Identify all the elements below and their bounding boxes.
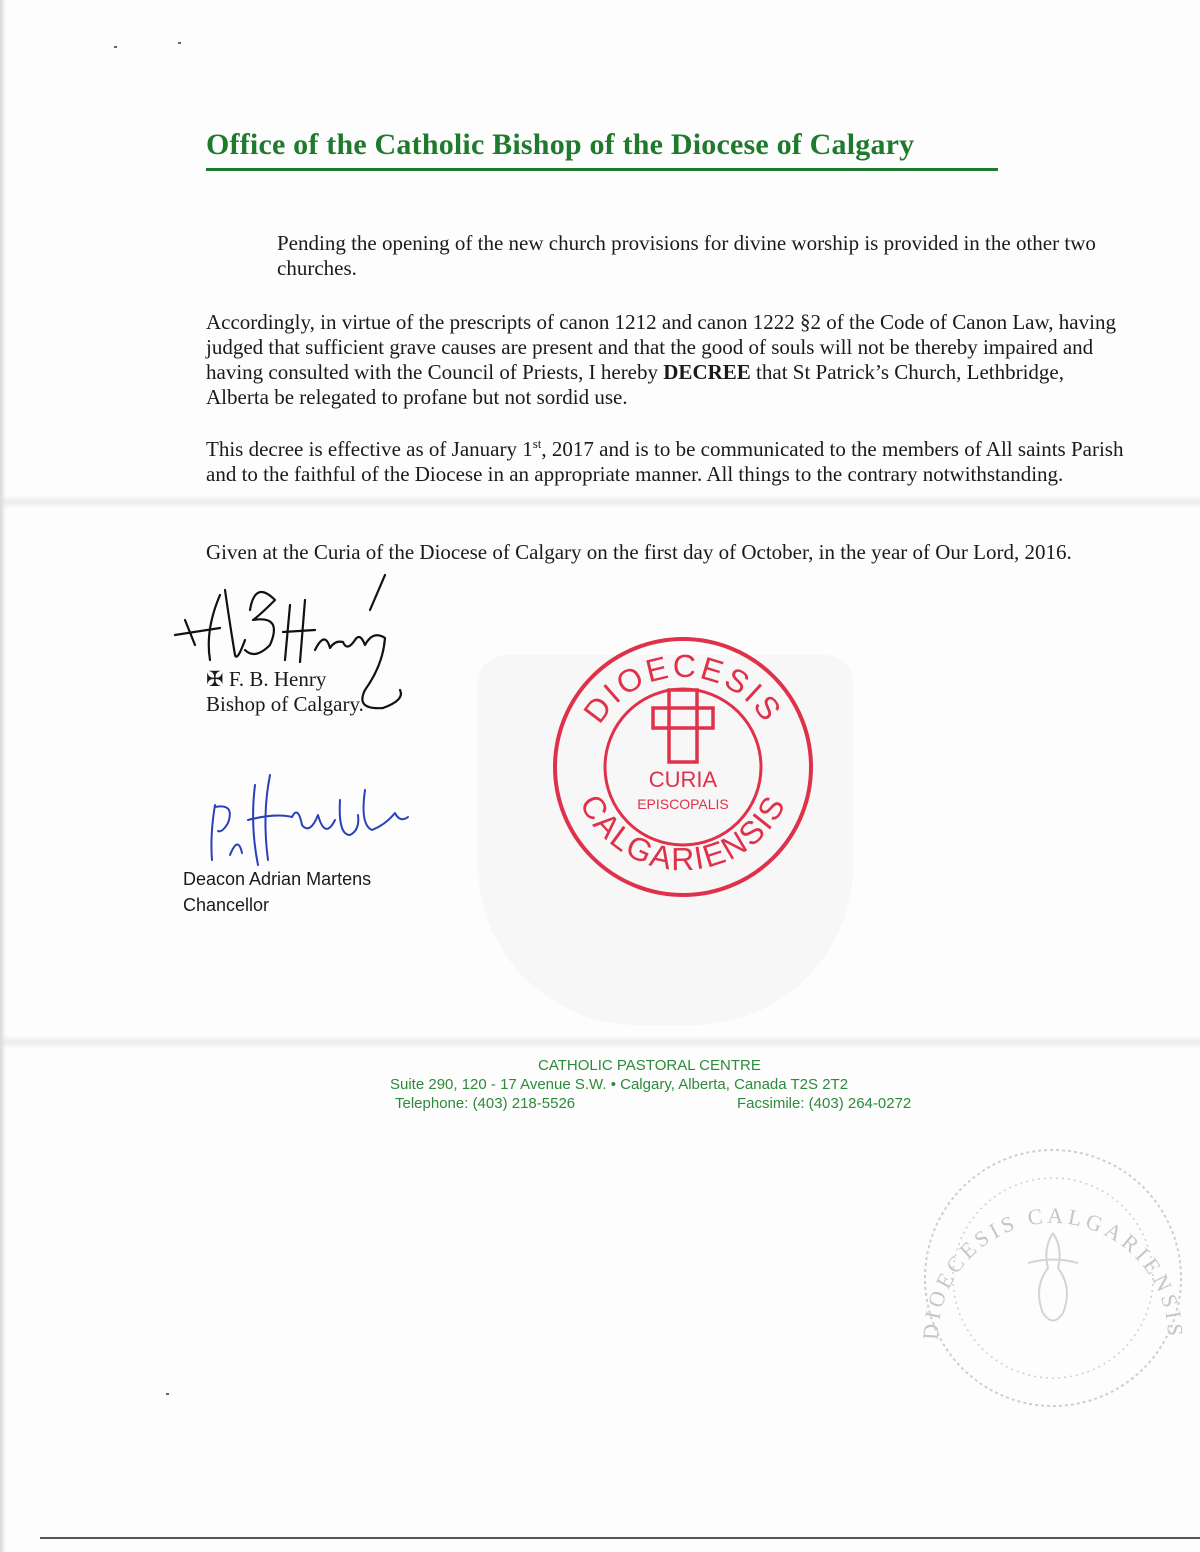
- chancellor-signature: [200, 765, 420, 875]
- paper-fold-line: [0, 1035, 1200, 1049]
- effective-text: , 2017 and is to be communicated to the members of All saints Parish and to the faithful of the Diocese in an appropriate manner. All things to the contrary notwithstanding.: [206, 437, 1124, 486]
- footer-address: Suite 290, 120 - 17 Avenue S.W. • Calgary, Alberta, Canada T2S 2T2: [390, 1076, 849, 1093]
- embossed-diocese-seal: [918, 1138, 1188, 1418]
- decree-paragraph: [206, 310, 1126, 410]
- footer-telephone: Telephone: (403) 218-5526: [395, 1095, 576, 1112]
- bishop-title: Bishop of Calgary.: [206, 692, 364, 716]
- page-bottom-edge: [40, 1537, 1200, 1539]
- curia-seal-stamp: [548, 632, 818, 902]
- effective-date-paragraph: [206, 437, 1126, 487]
- effective-text: This decree is effective as of January 1: [206, 437, 533, 461]
- chancellor-name: Deacon Adrian Martens: [183, 869, 372, 889]
- letterhead-title: Office of the Catholic Bishop of the Diocese of Calgary: [206, 128, 998, 171]
- bishop-signer-block: [206, 667, 364, 717]
- paper-fold-line: [0, 495, 1200, 509]
- seal-bottom-text: CALGARIENSIS: [573, 788, 793, 878]
- decree-text: that St Patrick’s Church, Lethbridge, Alberta be relegated to profane but not sordid use.: [206, 360, 1064, 409]
- page-edge-shadow: [0, 0, 6, 1552]
- seal-top-text: DIOECESIS: [576, 647, 790, 730]
- footer-facsimile: Facsimile: (403) 264-0272: [737, 1095, 912, 1112]
- decree-keyword: DECREE: [663, 360, 751, 384]
- decree-text: Accordingly, in virtue of the prescripts of canon 1212 and canon 1222 §2 of the Code of Canon Law, having judged that sufficient grave causes are present and that the good of souls will not be thereby impaired and having consulted with the Council of Priests, I hereby: [206, 310, 1116, 384]
- ordinal-suffix: st: [532, 436, 542, 451]
- scan-speck: [166, 1393, 169, 1395]
- body-paragraph: Pending the opening of the new church provisions for divine worship is provided in the other two churches.: [277, 231, 1096, 280]
- chancellor-signer-block: [183, 866, 371, 918]
- seal-center-line2: EPISCOPALIS: [637, 796, 729, 812]
- seal-center-line1: CURIA: [648, 767, 718, 792]
- bishop-name: ✠ F. B. Henry: [206, 667, 327, 691]
- scan-speck: [178, 42, 181, 44]
- embossed-seal-text: DIOECESIS CALGARIENSIS: [918, 1202, 1188, 1341]
- scan-speck: [114, 46, 117, 48]
- chancellor-title: Chancellor: [183, 895, 270, 915]
- footer-title: CATHOLIC PASTORAL CENTRE: [538, 1057, 761, 1074]
- given-at-paragraph: Given at the Curia of the Diocese of Calgary on the first day of October, in the year of Our Lord, 2016.: [206, 540, 1072, 564]
